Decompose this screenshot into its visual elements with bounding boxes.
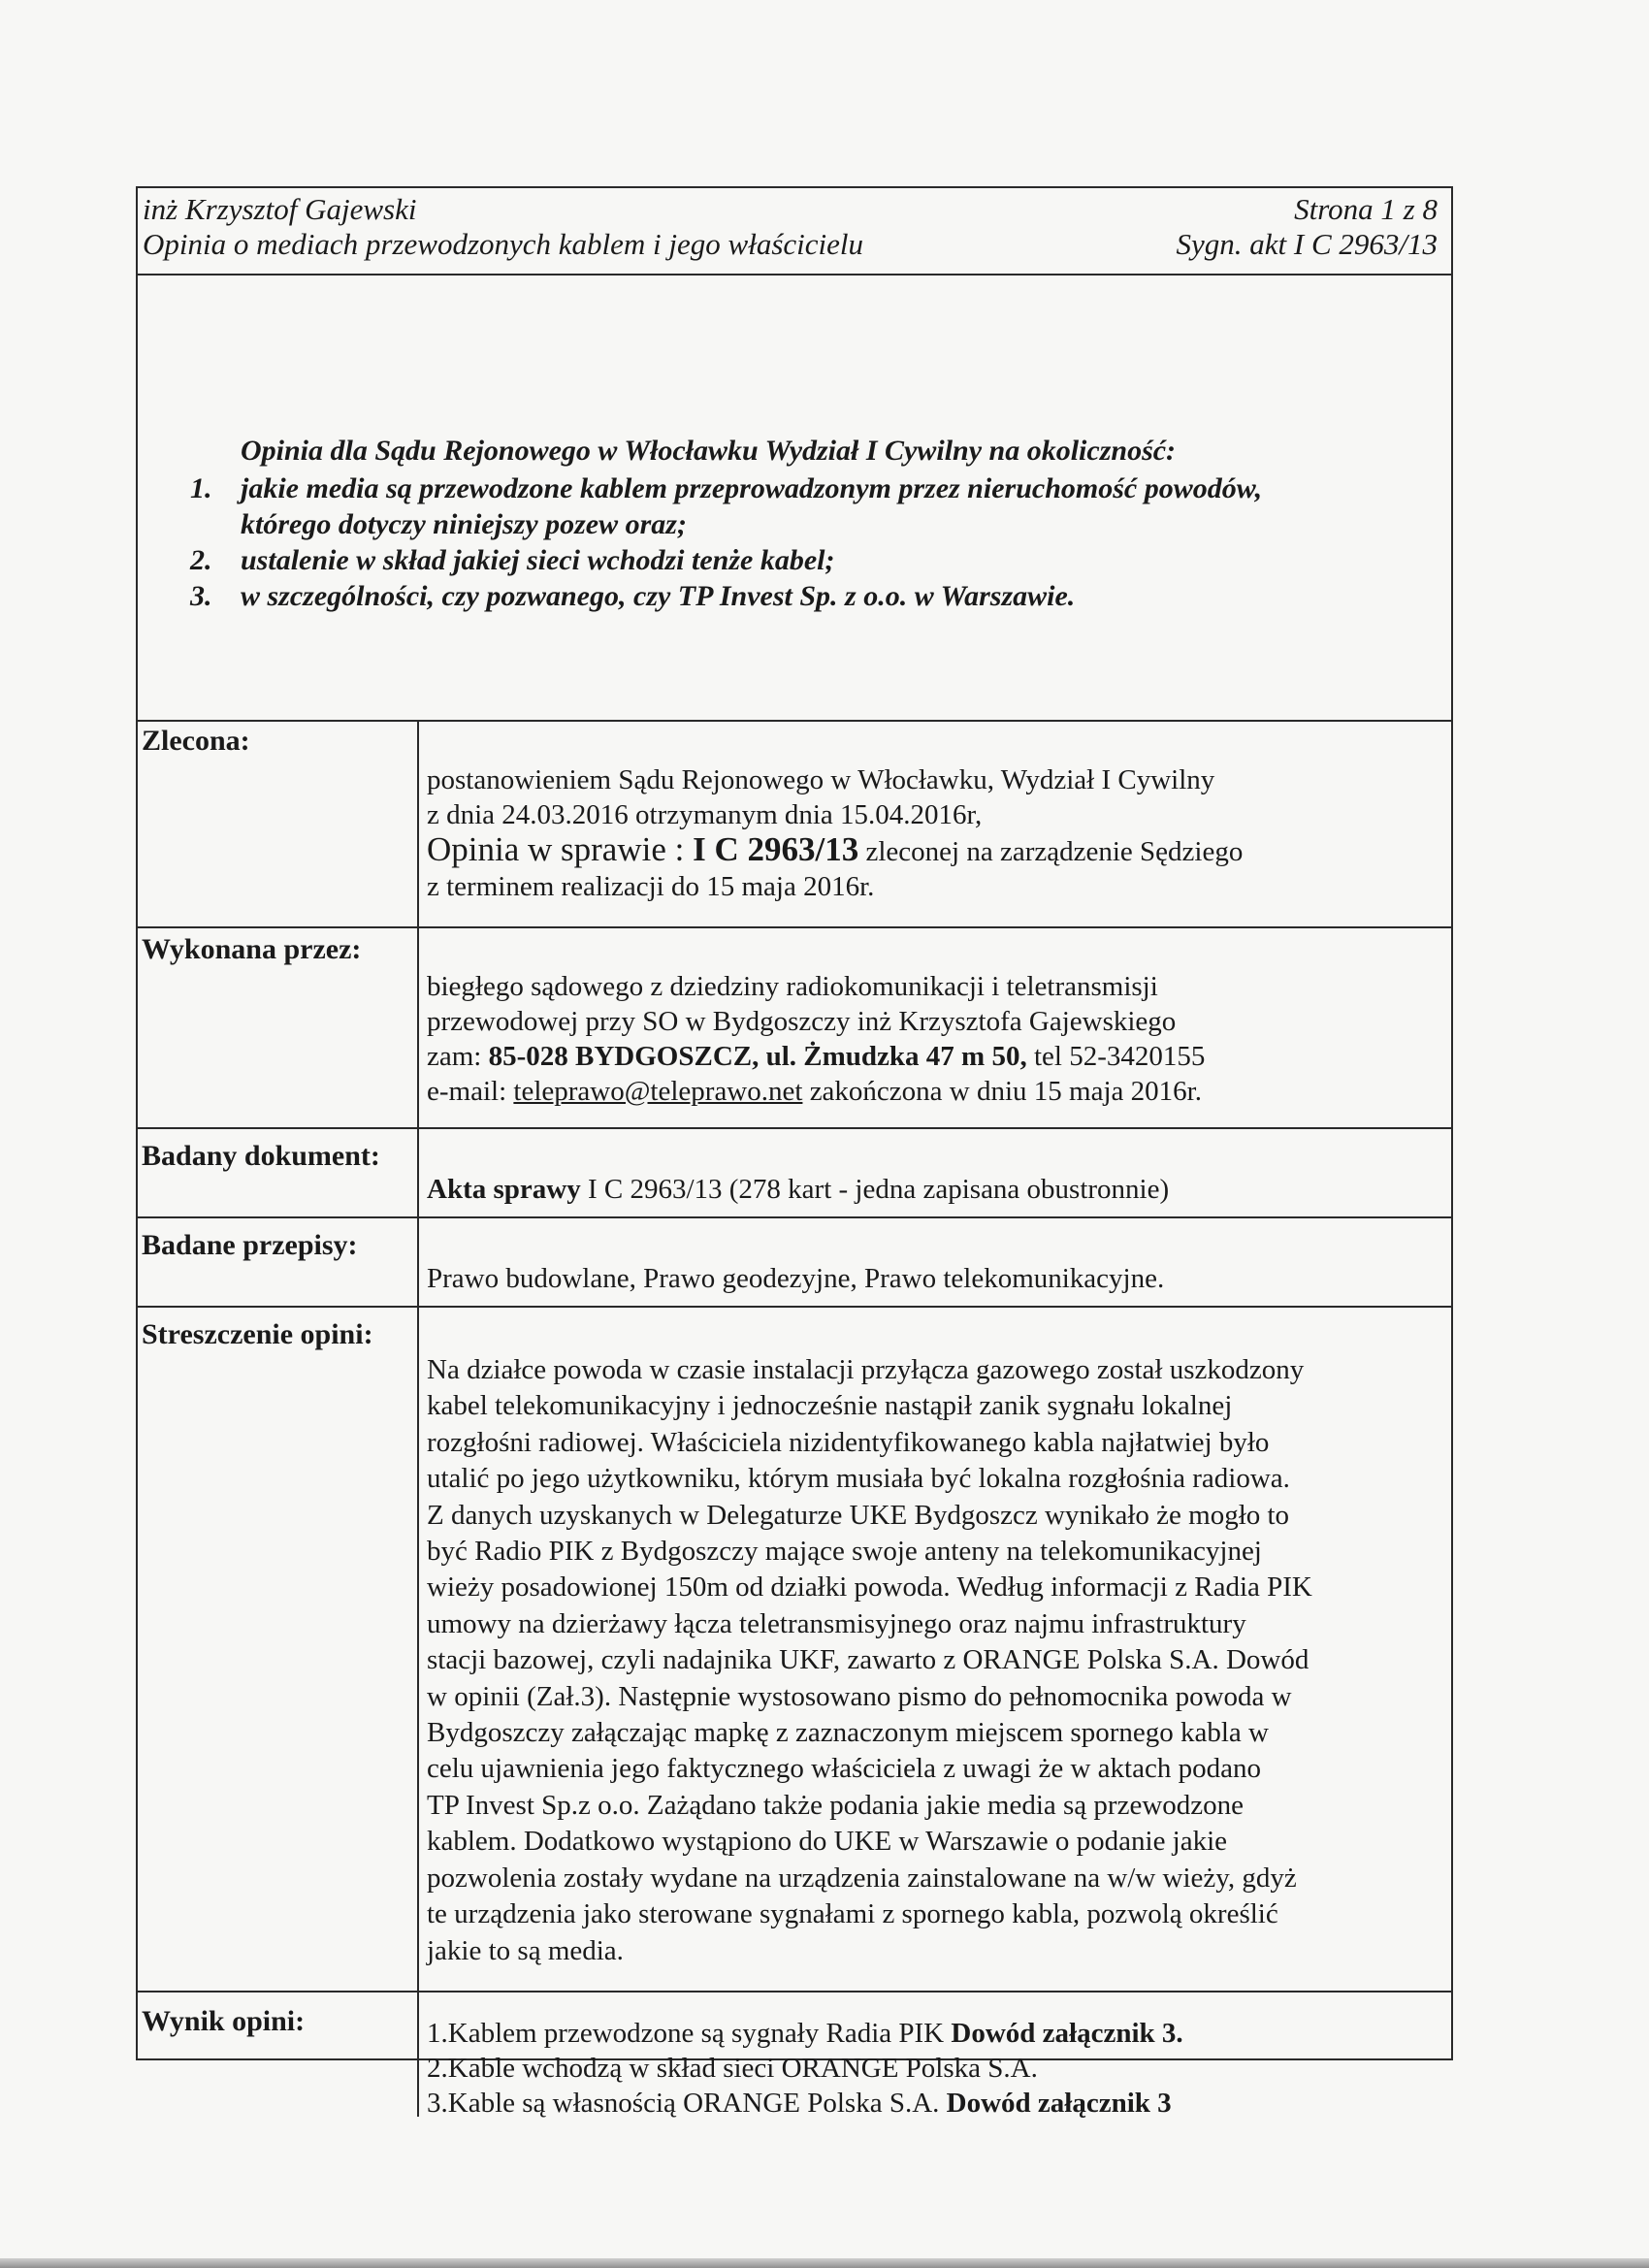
column-divider [417,1306,419,1991]
intro-item [190,542,1432,578]
wykonana-content [427,969,1441,1109]
row-label: Badany dokument: [142,1140,380,1172]
intro-item [190,578,1432,614]
summary-text: Na działce powoda w czasie instalacji przyłącza gazowego został uszkodzony kabel telekomunikacyjny i jednocześnie nastąpił zanik sygnału lokalnej rozgłośni radiowej. Właściciela nizidentyfikowanego kabla najłatwiej było utalić po jego użytkowniku, którym musiała być lokalna rozgłośnia radiowa. Z danych uzyskanych w Delegaturze UKE Bydgoszcz wynikało że mogło to być Radio PIK z Bydgoszczy mające swoje anteny na telekomunikacyjnej wieży posadowionej 150m od działki powoda. Według informacji z Radia PIK umowy na dzierżawy łącza teletransmisyjnego oraz najmu infrastruktury stacji bazowej, czyli nadajnika UKF, zawarto z ORANGE Polska S.A. Dowód w opinii (Zał.3). Następnie wystosowano pismo do pełnomocnika powoda w Bydgoszczy załączając mapkę z zaznaczonym miejscem spornego kabla w celu ujawnienia jego faktycznego właściciela z uwagi że w aktach podano TP Invest Sp.z o.o. Zażądano także podania jakie media są przewodzone kablem. Dodatkowo wystąpiono do UKE w Warszawie o podanie jakie pozwolenia zostały wydane na urządzenia zainstalowane na w/w wieży, gdyż te urządzenia jako sterowane sygnałami z spornego kabla, pozwolą określić jakie to są media. [427,1354,1312,1966]
row-label: Wynik opini: [142,2005,306,2037]
wykonana-line: zam: 85-028 BYDGOSZCZ, ul. Żmudzka 47 m 50, tel 52-3420155 [427,1041,1206,1072]
wykonana-line: e-mail: teleprawo@teleprawo.net zakończona w dniu 15 maja 2016r. [427,1076,1202,1107]
wykonana-line: przewodowej przy SO w Bydgoszczy inż Krzysztofa Gajewskiego [427,1006,1177,1037]
intro-item-number: 2. [190,544,212,576]
wynik-line: 1.Kablem przewodzone są sygnały Radia PIK Dowód załącznik 3. [427,2018,1183,2049]
column-divider [417,1216,419,1306]
author-name: inż Krzysztof Gajewski [143,192,417,226]
page-number: Strona 1 z 8 [1294,192,1438,226]
intro-item-line: ustalenie w skład jakiej sieci wchodzi tenże kabel; [241,544,835,576]
column-divider [417,1127,419,1216]
przepisy-content: Prawo budowlane, Prawo geodezyjne, Prawo telekomunikacyjne. [427,1263,1165,1294]
case-reference: Sygn. akt I C 2963/13 [1176,227,1438,261]
wykonana-line: biegłego sądowego z dziedziny radiokomunikacji i teletransmisji [427,971,1158,1002]
row-przepisy [138,1216,1451,1308]
column-divider [417,1991,419,2117]
zlecona-line: Opinia w sprawie : I C 2963/13 zleconej na zarządzenie Sędziego [427,830,1244,868]
email-link[interactable]: teleprawo@teleprawo.net [513,1076,803,1107]
row-wynik [138,1991,1451,2117]
column-divider [417,926,419,1127]
address: 85-028 BYDGOSZCZ, ul. Żmudzka 47 m 50, [488,1041,1027,1072]
row-label: Wykonana przez: [142,933,362,965]
row-label: Zlecona: [142,725,250,757]
wynik-line: 3.Kable są własnością ORANGE Polska S.A. Dowód załącznik 3 [427,2088,1172,2119]
row-wykonana [138,926,1451,1129]
intro-list [190,470,1432,614]
zlecona-line: z terminem realizacji do 15 maja 2016r. [427,871,875,902]
case-number: I C 2963/13 [693,830,859,868]
intro-item-number: 3. [190,580,212,612]
intro-title: Opinia dla Sądu Rejonowego w Włocławku Wydział I Cywilny na okoliczność: [241,435,1177,467]
zlecona-content [427,762,1441,904]
zlecona-line: postanowieniem Sądu Rejonowego w Włocławku, Wydział I Cywilny [427,764,1215,795]
wynik-content [427,2016,1441,2121]
intro-section [138,274,1451,722]
intro-item [190,470,1432,542]
details-table [138,720,1451,2119]
intro-item-line: w szczególności, czy pozwanego, czy TP Invest Sp. z o.o. w Warszawie. [241,580,1076,612]
badany-content: Akta sprawy I C 2963/13 (278 kart - jedna zapisana obustronnie) [427,1174,1170,1205]
column-divider [417,720,419,926]
row-streszczenie [138,1306,1451,1993]
page-header [138,188,1451,275]
intro-item-line: którego dotyczy niniejszy pozew oraz; [241,508,687,540]
document-name: Akta sprawy [427,1174,581,1205]
row-zlecona [138,720,1451,928]
opinion-frame [136,186,1453,2119]
scan-bottom-edge [0,2258,1649,2268]
intro-item-line: jakie media są przewodzone kablem przeprowadzonym przez nieruchomość powodów, [241,472,1263,504]
document-subject: Opinia o mediach przewodzonych kablem i jego właścicielu [143,227,864,261]
row-label: Badane przepisy: [142,1229,358,1261]
row-badany [138,1127,1451,1218]
intro-item-number: 1. [190,472,212,504]
zlecona-line: z dnia 24.03.2016 otrzymanym dnia 15.04.2016r, [427,799,983,830]
row-label: Streszczenie opini: [142,1318,373,1350]
wynik-line: 2.Kable wchodzą w skład sieci ORANGE Polska S.A. [427,2053,1038,2084]
